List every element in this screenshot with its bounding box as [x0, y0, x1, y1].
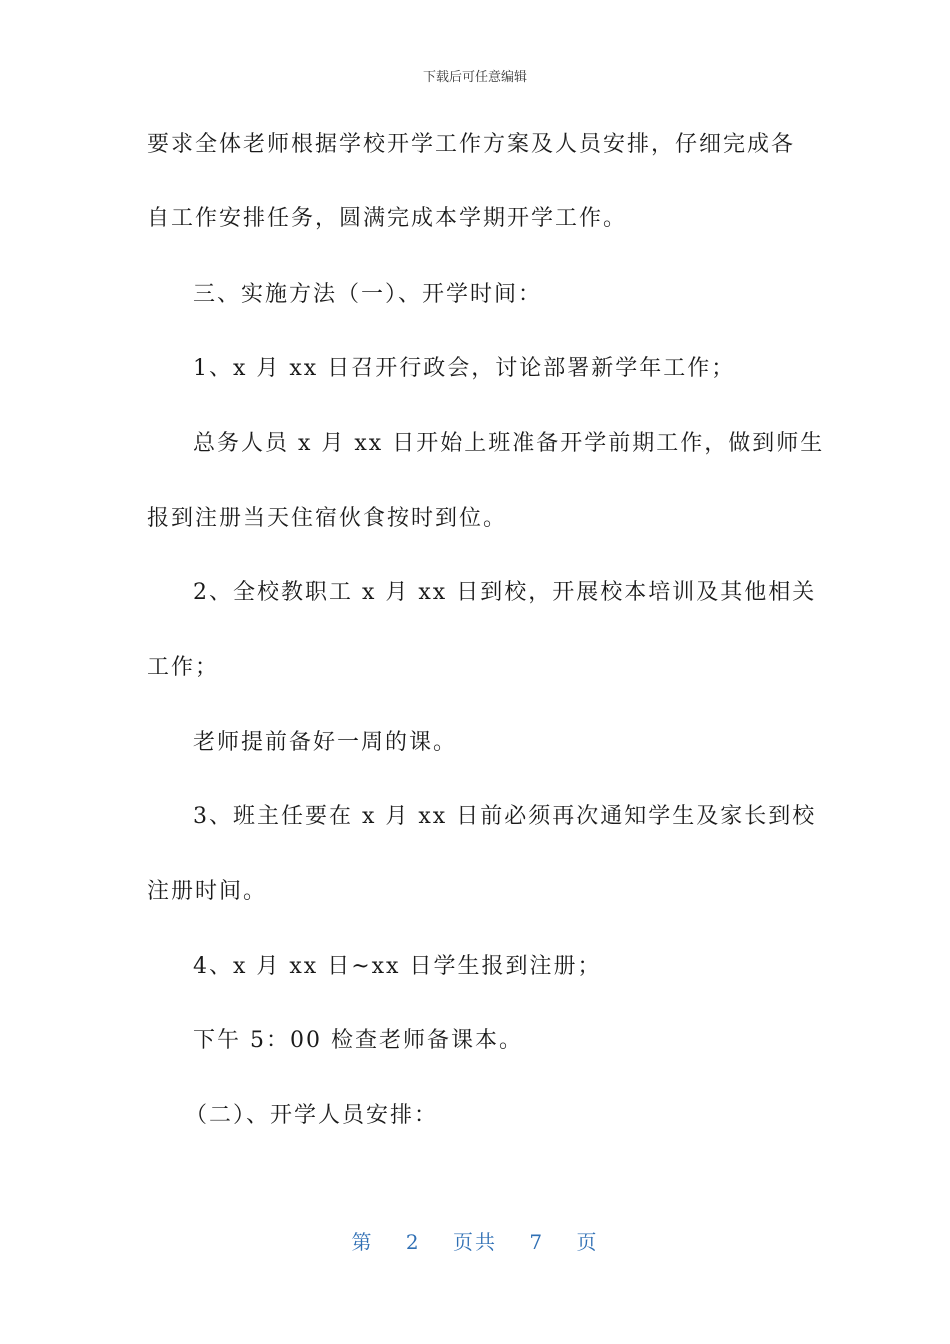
page-header: 下载后可任意编辑: [422, 70, 527, 85]
page-footer: [0, 1226, 950, 1255]
body-line: 注册时间。: [147, 879, 268, 904]
footer-prefix: 第: [351, 1230, 374, 1254]
section-heading: （二）、开学人员安排：: [185, 1103, 439, 1128]
footer-suffix: 页: [576, 1230, 599, 1254]
body-line: 工作；: [147, 655, 220, 680]
body-line: 要求全体老师根据学校开学工作方案及人员安排，仔细完成各: [147, 132, 796, 157]
footer-total-pages: 7: [529, 1230, 545, 1254]
body-line: 总务人员 x 月 xx 日开始上班准备开学前期工作，做到师生: [193, 431, 825, 456]
body-line: 自工作安排任务，圆满完成本学期开学工作。: [147, 206, 628, 231]
body-line: 老师提前备好一周的课。: [193, 730, 458, 755]
body-line: 3、班主任要在 x 月 xx 日前必须再次通知学生及家长到校: [193, 804, 817, 829]
body-line: 1、x 月 xx 日召开行政会，讨论部署新学年工作；: [193, 356, 736, 381]
body-line: 报到注册当天住宿伙食按时到位。: [147, 506, 508, 531]
section-heading: 三、实施方法（一）、开学时间：: [193, 282, 543, 307]
footer-page-number: 2: [405, 1230, 421, 1254]
body-line: 4、x 月 xx 日~xx 日学生报到注册；: [193, 954, 602, 979]
body-line: 2、全校教职工 x 月 xx 日到校，开展校本培训及其他相关: [193, 580, 817, 605]
body-line: 下午 5：00 检查老师备课本。: [193, 1028, 523, 1053]
footer-middle: 页共: [453, 1230, 497, 1254]
